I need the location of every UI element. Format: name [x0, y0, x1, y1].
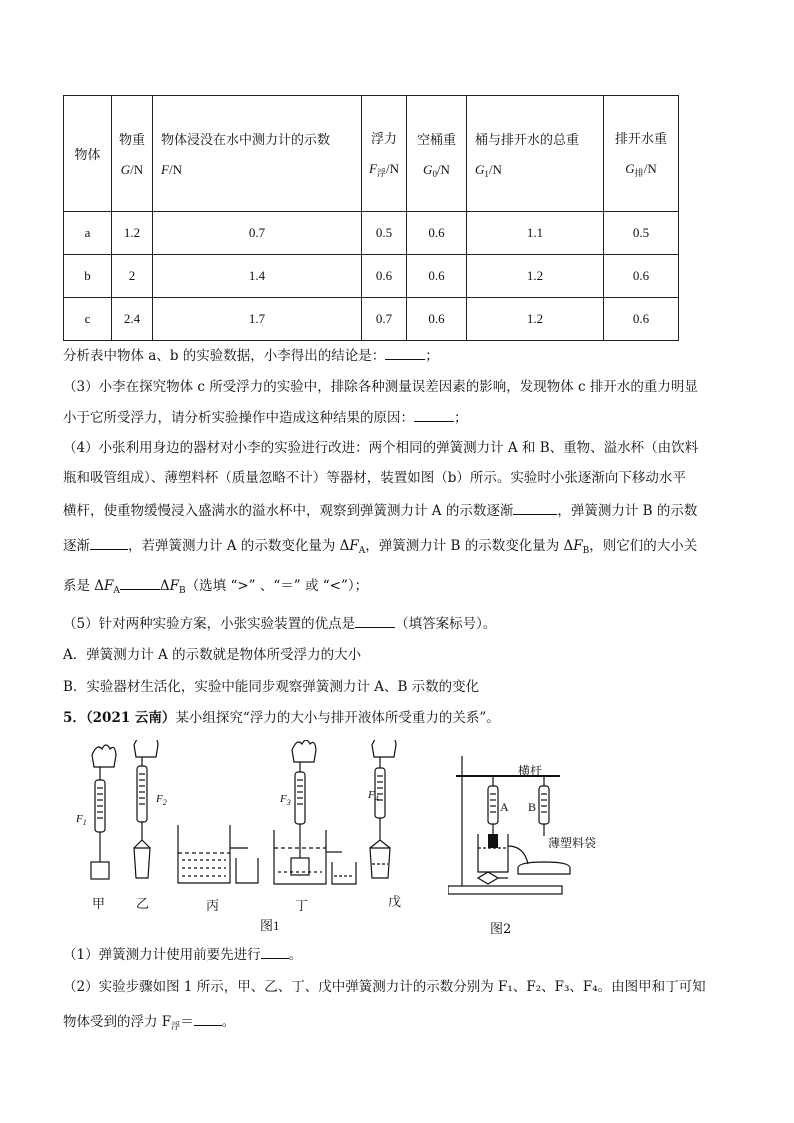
cell: 0.6	[407, 255, 467, 298]
option-b: B．实验器材生活化，实验中能同步观察弹簧测力计 A、B 示数的变化	[63, 679, 480, 695]
spring-scale-jia	[91, 745, 116, 879]
cell: 1.4	[153, 255, 362, 298]
cell: 1.2	[467, 298, 604, 341]
cell: 0.7	[153, 212, 362, 255]
cell: 2.4	[112, 298, 153, 341]
label-bing: 丙	[206, 898, 220, 913]
table-row	[64, 298, 679, 341]
cell: 1.2	[112, 212, 153, 255]
header-reading: 物体浸没在水中测力计的示数 F/N	[153, 96, 362, 212]
table-row	[64, 255, 679, 298]
text-line-q5-1: （1）弹簧测力计使用前要先进行 。	[63, 944, 302, 965]
text-line-q3: （3）小李在探究物体 c 所受浮力的实验中，排除各种测量误差因素的影响，发现物体 c 排开水的重力明显	[63, 379, 698, 395]
text-line-q5-2: （2）实验步骤如图 1 所示，甲、乙、丁、戊中弹簧测力计的示数分别为 F₁、F₂、F₃、F₄。由图甲和丁可知	[63, 979, 706, 995]
answer-blank[interactable]	[513, 500, 557, 515]
table-row	[64, 212, 679, 255]
answer-blank[interactable]	[261, 944, 289, 959]
header-buoyancy: 浮力 $F_浮/N$	[362, 96, 407, 212]
text-line-q5-2-cont: 物体受到的浮力 $F_浮=$ 。	[63, 1011, 235, 1037]
heavy-object	[488, 834, 498, 848]
text-line-q5: （5）针对两种实验方案，小张实验装置的优点是 （填答案标号）。	[63, 613, 496, 634]
text-line-q4-cont: 瓶和吸管组成）、薄塑料杯（质量忽略不计）等器材，装置如图（b）所示。实验时小张逐渐向下移动水平	[63, 470, 686, 486]
table-header-row	[64, 96, 679, 212]
cell: 1.1	[467, 212, 604, 255]
answer-blank[interactable]	[355, 613, 395, 628]
label-plastic-bag: 薄塑料袋	[548, 836, 597, 850]
cell: 0.6	[604, 298, 679, 341]
cell: 2	[112, 255, 153, 298]
force-label-f3: $F_3$	[280, 793, 291, 807]
spring-scale-yi	[134, 740, 158, 878]
figure-1-caption: 图1	[260, 918, 280, 933]
header-weight: 物重 G/N	[112, 96, 153, 212]
label-scale-a: A	[500, 800, 509, 814]
label-jia: 甲	[92, 896, 106, 911]
question-5-title: 5．（2021 云南）某小组探究“浮力的大小与排开液体所受重力的关系”。	[63, 710, 500, 726]
cell: 0.6	[362, 255, 407, 298]
cell: c	[64, 298, 112, 341]
cell: b	[64, 255, 112, 298]
data-table	[63, 95, 679, 341]
figure-2-caption: 图2	[490, 922, 512, 937]
answer-blank[interactable]	[90, 535, 128, 550]
header-total: 桶与排开水的总重 $G_1/N$	[467, 96, 604, 212]
spring-scale-ding	[274, 740, 356, 884]
cell: a	[64, 212, 112, 255]
header-empty-bucket: 空桶重 $G_0/N$	[407, 96, 467, 212]
cell: 0.7	[362, 298, 407, 341]
label-crossbar: 横杆	[518, 764, 543, 778]
figure-1	[70, 740, 420, 935]
answer-blank[interactable]	[120, 575, 160, 590]
text-line-q4-cont3: 逐渐 ，若弹簧测力计 A 的示数变化量为 $\Delta F_A$，弹簧测力计 B 的示数变化量为 $\Delta F_B$，则它们的大小关	[63, 535, 697, 561]
force-label-f4: $F_4$	[368, 789, 379, 803]
overflow-cup-bing	[178, 825, 258, 883]
label-yi: 乙	[136, 896, 150, 911]
label-ding: 丁	[295, 898, 309, 913]
spring-scale-wu	[370, 740, 396, 878]
text-line-q4-cont2: 横杆，使重物缓慢浸入盛满水的溢水杯中，观察到弹簧测力计 A 的示数逐渐 ，弹簧测力计 B 的示数	[63, 500, 697, 521]
text-line-q3-cont: 小于它所受浮力，请分析实验操作中造成这种结果的原因： ；	[63, 407, 468, 428]
label-scale-b: B	[528, 800, 537, 814]
text-line-q4-cont4: 系是 $\Delta F_A$ $\Delta F_B$（选填 “>” 、“＝” 或 “<”）；	[63, 575, 368, 601]
answer-blank[interactable]	[385, 345, 425, 360]
answer-blank[interactable]	[194, 1011, 222, 1026]
cell: 1.2	[467, 255, 604, 298]
cell: 0.6	[407, 298, 467, 341]
text-line-q4: （4）小张利用身边的器材对小李的实验进行改进：两个相同的弹簧测力计 A 和 B、重物、溢水杯（由饮料	[63, 440, 699, 456]
force-label-f2: $F_2$	[156, 793, 167, 807]
option-a: A．弹簧测力计 A 的示数就是物体所受浮力的大小	[63, 647, 362, 663]
header-displaced: 排开水重 $G_排/N$	[604, 96, 679, 212]
answer-blank[interactable]	[414, 407, 454, 422]
cell: 1.7	[153, 298, 362, 341]
header-object: 物体	[64, 96, 112, 212]
text-line-conclusion: 分析表中物体 a、b 的实验数据，小李得出的结论是： ；	[63, 345, 439, 366]
cell: 0.5	[362, 212, 407, 255]
cell: 0.6	[604, 255, 679, 298]
stand-base	[448, 886, 562, 894]
cell: 0.5	[604, 212, 679, 255]
force-label-f1: $F_1$	[76, 813, 87, 827]
figure-1-drawing	[70, 740, 420, 935]
label-wu: 戊	[388, 894, 402, 909]
cell: 0.6	[407, 212, 467, 255]
